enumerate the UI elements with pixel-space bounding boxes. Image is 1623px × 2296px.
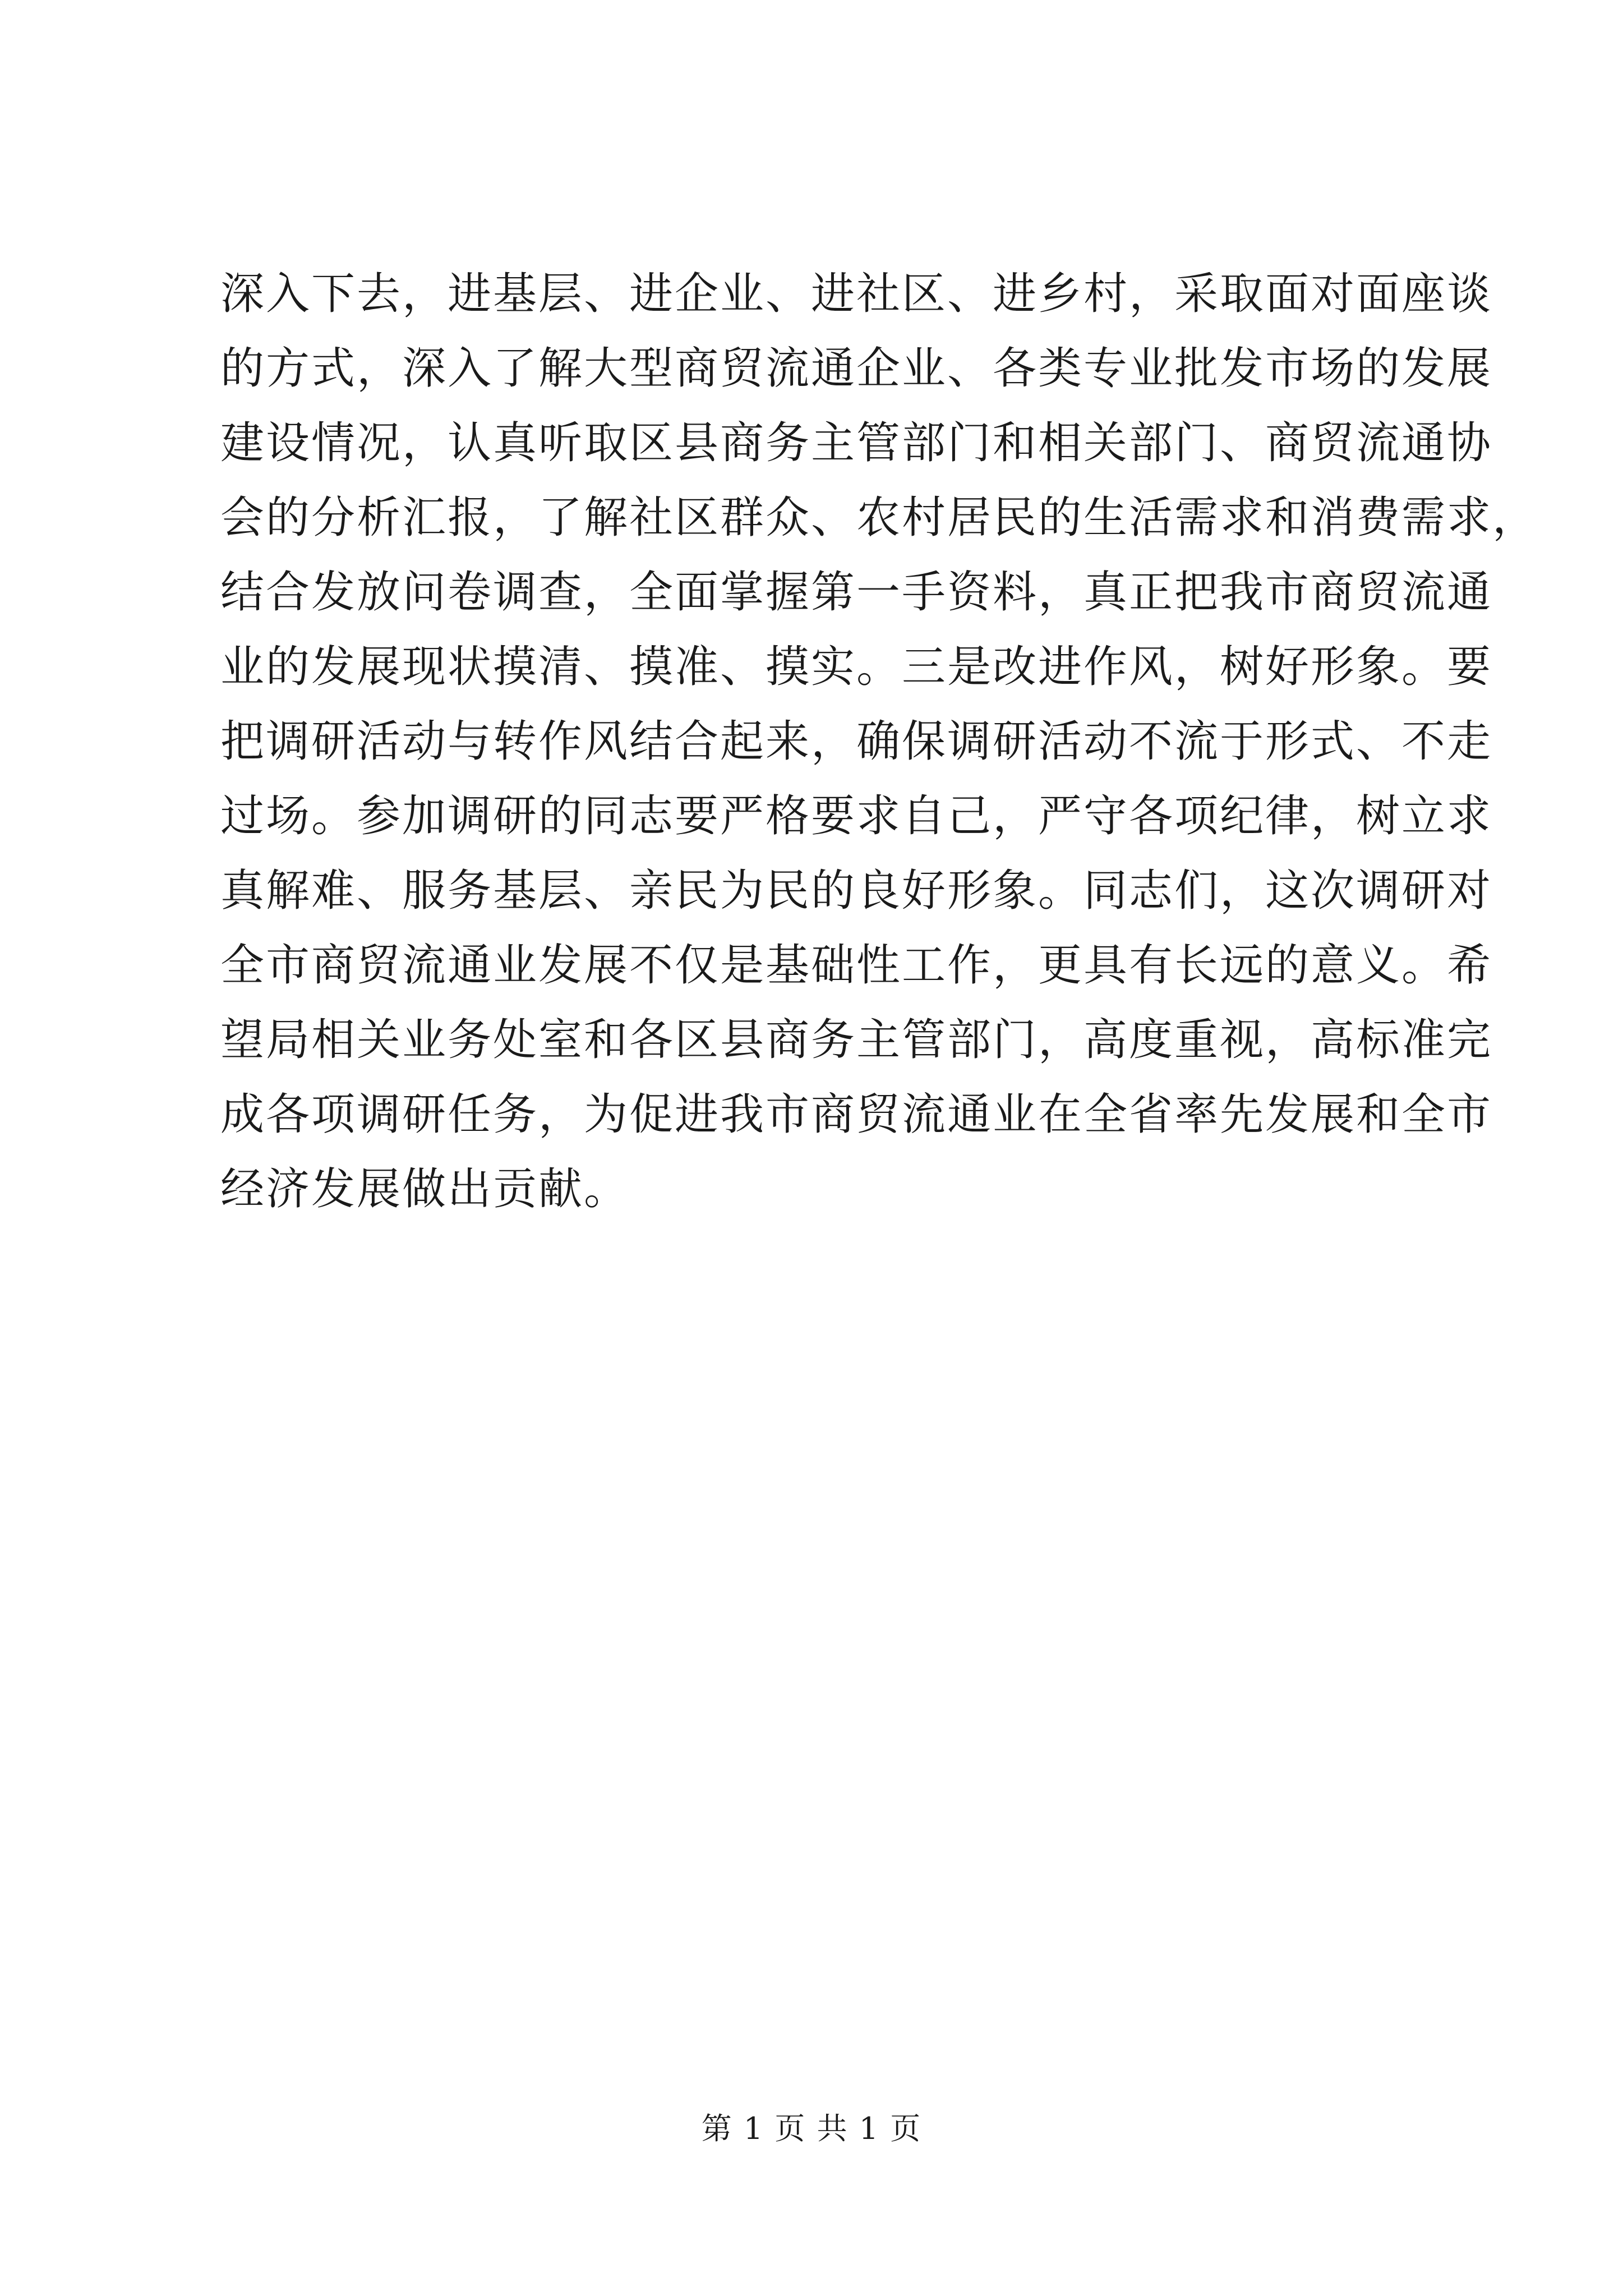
text-line: 的方式，深入了解大型商贸流通企业、各类专业批发市场的发展	[220, 343, 1493, 394]
text-line: 结合发放问卷调查，全面掌握第一手资料，真正把我市商贸流通	[220, 567, 1493, 618]
text-line: 真解难、服务基层、亲民为民的良好形象。同志们，这次调研对	[220, 866, 1493, 916]
text-line: 经济发展做出贡献。	[220, 1164, 630, 1214]
text-line: 建设情况，认真听取区县商务主管部门和相关部门、商贸流通协	[220, 418, 1493, 468]
text-line: 业的发展现状摸清、摸准、摸实。三是改进作风，树好形象。要	[220, 642, 1493, 692]
text-line: 把调研活动与转作风结合起来，确保调研活动不流于形式、不走	[220, 716, 1493, 767]
text-line: 会的分析汇报，了解社区群众、农村居民的生活需求和消费需求，	[220, 493, 1538, 543]
text-line: 全市商贸流通业发展不仅是基础性工作，更具有长远的意义。希	[220, 940, 1493, 991]
text-line: 望局相关业务处室和各区县商务主管部门，高度重视，高标准完	[220, 1015, 1493, 1065]
text-line: 过场。参加调研的同志要严格要求自己，严守各项纪律，树立求	[220, 791, 1493, 841]
page-number-footer: 第 1 页 共 1 页	[701, 2111, 922, 2146]
text-line: 深入下去，进基层、进企业、进社区、进乡村，采取面对面座谈	[220, 269, 1493, 319]
body-paragraph	[220, 257, 1538, 1227]
text-line: 成各项调研任务，为促进我市商贸流通业在全省率先发展和全市	[220, 1089, 1493, 1140]
